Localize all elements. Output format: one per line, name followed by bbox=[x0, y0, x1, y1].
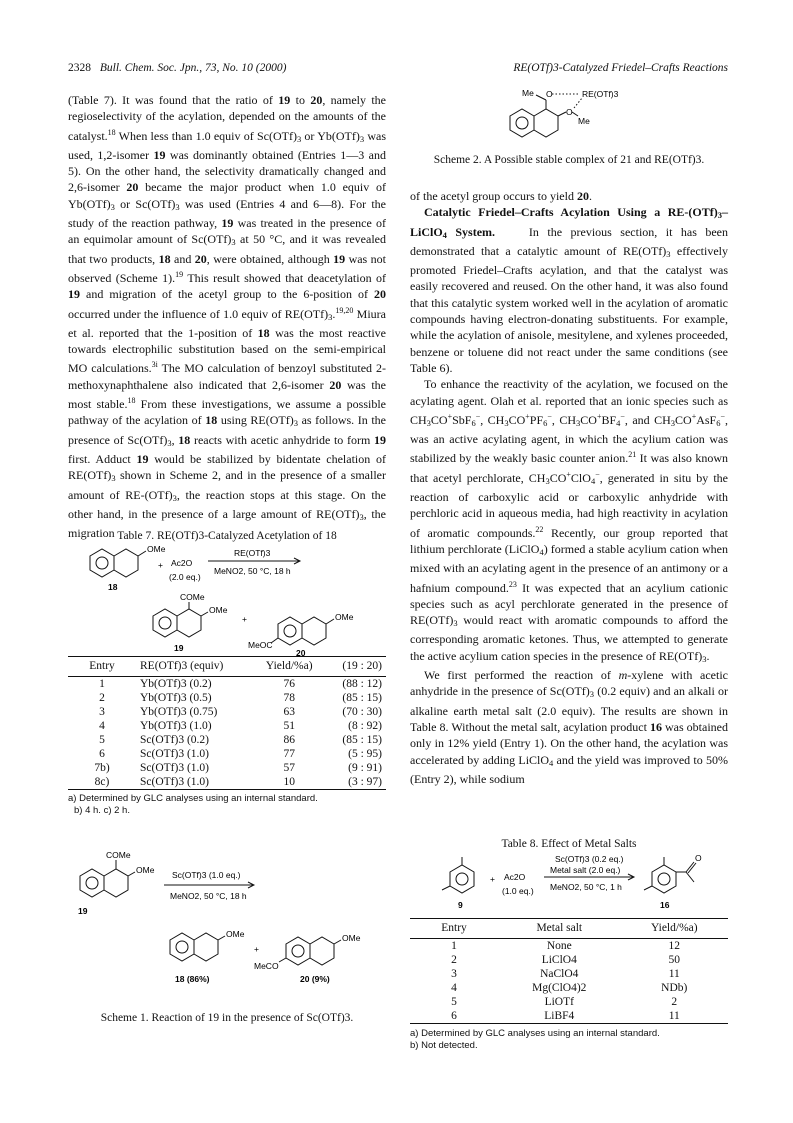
s1-start-label: 19 bbox=[78, 906, 88, 916]
table-row bbox=[68, 733, 386, 747]
cell-salt: LiBF4 bbox=[498, 1009, 621, 1024]
paragraph-migration-end: of the acetyl group occurs to yield 20. bbox=[410, 189, 592, 203]
cell-entry: 1 bbox=[99, 677, 105, 690]
cell-yield: 2 bbox=[671, 995, 678, 1008]
paragraph-acylium: To enhance the reactivity of the acylation, we focused on the acylating agent. Olah et al. reported that an ionic species such as $CH_3CO^+SbF_6^-$, $CH_3CO^+PF_6^-$, $CH_3CO^+BF_4^-$, and $CH_3CO^+AsF_6^-$, was an active acylating agent, in which the acylium cation was stabilized by the weakly basic counter anion.$^{21}$ It was also known that acetyl perchlorate, $CH_3CO^+ClO_4^-$, generated in situ by the reaction of carboxylic acid or carboxylic anhydride with perchloric acid in aqueous media, had high reactivity in acylation of aromatic compounds.$^{22}$ Recently, our group reported that lithium perchlorate (LiClO$_4$) formed a stable acylium cation when mixed with an acylating agent in the presence of an antimony or a hafnium compound.$^{23}$ It was expected that an acylium cationic species such as acyl perchlorate generated in the presence of $RE(OTf)_3$ would react with aromatic compounds to afford the corresponding aromatic ketones. Thus, we attempted to generate the active acylium cation species in the presence of $RE(OTf)_3$. bbox=[410, 377, 729, 664]
table-7 bbox=[68, 656, 386, 789]
s1-prod1-label: 18 (86%) bbox=[175, 974, 210, 984]
t7-prod2-label: 20 bbox=[296, 648, 306, 657]
t8-reagent: Ac2O bbox=[504, 872, 526, 883]
naphthalene-18-structure bbox=[90, 549, 146, 577]
cell-yield: 50 bbox=[668, 953, 681, 966]
t7-prod2-ome: OMe bbox=[335, 612, 354, 623]
table-7-caption: Table 7. RE(OTf)3-Catalyzed Acetylation of 18 bbox=[117, 530, 337, 542]
naphthalene-18-structure bbox=[170, 933, 225, 961]
t7-prod1-label: 19 bbox=[174, 643, 184, 654]
t7-catalyst: RE(OTf)3 bbox=[234, 548, 271, 559]
cell-ratio: (85 : 15) bbox=[342, 733, 382, 746]
table-7-block bbox=[68, 528, 386, 817]
naphthalene-19-structure bbox=[80, 860, 135, 897]
t8-start-label: 9 bbox=[458, 900, 463, 911]
table-row bbox=[410, 995, 728, 1009]
table-row bbox=[68, 775, 386, 790]
table-row bbox=[68, 761, 386, 775]
cell-salt: Mg(ClO4)2 bbox=[532, 981, 587, 994]
cell-salt: LiClO4 bbox=[541, 953, 577, 966]
cell-yield: NDb) bbox=[661, 981, 688, 994]
cell-entry: 2 bbox=[99, 691, 105, 704]
table-row bbox=[68, 705, 386, 719]
left-column-text bbox=[68, 92, 386, 541]
cell-salt: LiOTf bbox=[544, 995, 574, 1008]
cell-ratio: (9 : 91) bbox=[348, 761, 382, 774]
s1-start-ome: OMe bbox=[136, 865, 155, 875]
cell-entry: 7b) bbox=[94, 761, 110, 774]
t8-salt: Metal salt (2.0 eq.) bbox=[550, 865, 621, 876]
running-title: RE(OTf)3-Catalyzed Friedel–Crafts Reactions bbox=[513, 62, 728, 74]
table-8-reaction-scheme bbox=[410, 852, 728, 918]
cell-yield: 12 bbox=[668, 939, 681, 952]
t7-col-entry: Entry bbox=[68, 657, 136, 676]
cell-entry: 3 bbox=[99, 705, 105, 718]
cell-catalyst: Yb(OTf)3 (0.2) bbox=[140, 677, 212, 690]
cell-entry: 5 bbox=[99, 733, 105, 746]
scheme-1-block bbox=[68, 848, 386, 1026]
table-row bbox=[68, 676, 386, 691]
plus-sign: + bbox=[158, 560, 163, 571]
journal-citation: Bull. Chem. Soc. Jpn., 73, No. 10 (2000) bbox=[99, 62, 287, 74]
cell-ratio: (8 : 92) bbox=[348, 719, 382, 732]
t8-prod-o: O bbox=[695, 853, 702, 864]
table-8-block bbox=[410, 836, 728, 1052]
plus-sign: + bbox=[254, 944, 259, 954]
cell-catalyst: Sc(OTf)3 (1.0) bbox=[140, 761, 209, 774]
cell-yield: 57 bbox=[283, 761, 295, 774]
cell-entry: 5 bbox=[451, 995, 457, 1008]
cell-yield: 10 bbox=[254, 775, 325, 790]
scheme-2-block bbox=[410, 84, 728, 168]
t7-col-ratio: (19 : 20) bbox=[325, 657, 387, 676]
running-head-left bbox=[68, 62, 286, 74]
table-row bbox=[410, 981, 728, 995]
ketone-16-structure bbox=[644, 857, 696, 893]
t7-col-catalyst: RE(OTf)3 (equiv) bbox=[136, 657, 254, 676]
table-row bbox=[68, 719, 386, 733]
cell-catalyst: Yb(OTf)3 (0.5) bbox=[140, 691, 212, 704]
cell-yield: 76 bbox=[283, 677, 295, 690]
scheme-1-caption: Scheme 1. Reaction of 19 in the presence of Sc(OTf)3. bbox=[100, 1012, 354, 1024]
t7-prod1-ome: OMe bbox=[209, 605, 228, 616]
cell-entry: 8c) bbox=[68, 775, 136, 790]
cell-entry: 1 bbox=[451, 939, 457, 952]
t8-col-salt: Metal salt bbox=[498, 919, 621, 938]
cell-yield: 86 bbox=[283, 733, 295, 746]
table-8-footnote-a: a) Determined by GLC analyses using an internal standard. bbox=[410, 1027, 660, 1039]
right-column-text bbox=[410, 188, 728, 787]
cell-ratio: (5 : 95) bbox=[348, 747, 382, 760]
t7-reagent-eq: (2.0 eq.) bbox=[169, 572, 201, 583]
t7-prod1-come: COMe bbox=[180, 592, 205, 603]
t7-start-label: 18 bbox=[108, 582, 118, 593]
cell-yield: 63 bbox=[283, 705, 295, 718]
s1-prod2-ome: OMe bbox=[342, 933, 361, 943]
table-8-header-row bbox=[410, 919, 728, 938]
table-row bbox=[410, 938, 728, 953]
cell-ratio: (85 : 15) bbox=[342, 691, 382, 704]
page-number: 2328 bbox=[68, 62, 91, 74]
cell-salt: NaClO4 bbox=[540, 967, 579, 980]
table-7-header-row bbox=[68, 657, 386, 676]
paragraph-m-xylene: We first performed the reaction of m-xylene with acetic anhydride in the presence of $Sc(OTf)_3$ (0.2 equiv) and an alkali or alkaline earth metal salt (2.0 equiv). The results are shown in Table 8. Without the metal salt, acylation product 16 was obtained only in 12% yield (Entry 1). On the other hand, the acylation was accelerated by adding LiClO$_4$ and the yield was improved to 50% (Entry 2), while sodium bbox=[410, 668, 729, 786]
t8-col-yield: Yield/%a) bbox=[621, 919, 728, 938]
cell-entry: 3 bbox=[451, 967, 457, 980]
cell-yield: 78 bbox=[283, 691, 295, 704]
s1-prod2-label: 20 (9%) bbox=[300, 974, 330, 984]
t8-prod-label: 16 bbox=[660, 900, 670, 911]
plus-sign-2: + bbox=[242, 614, 247, 625]
m-xylene-9-structure bbox=[442, 857, 474, 893]
cell-catalyst: Yb(OTf)3 (0.75) bbox=[140, 705, 218, 718]
s1-prod1-ome: OMe bbox=[226, 929, 245, 939]
cell-yield: 51 bbox=[283, 719, 295, 732]
naphthalene-20-structure bbox=[279, 937, 341, 965]
paragraph-catalytic-acylation: Catalytic Friedel–Crafts Acylation Using a $RE-(OTf)_3-LiClO_4$ System. In the previous section, it has been demonstrated that a catalytic amount of $RE(OTf)_3$ effectively promoted Friedel–Crafts acylation, and that the catalyst was easily recovered and reused. On the other hand, it was also found that this catalytic system worked well in the acylation of aromatic compounds having electron-donating substituents. For example, while the acylation of anisole, mesitylene, and xylenes proceeded, benzene or toluene did not react under the same conditions (see Table 6). bbox=[410, 205, 728, 375]
table-row bbox=[410, 1009, 728, 1024]
s2-o-top: O bbox=[546, 89, 553, 99]
t8-catalyst: Sc(OTf)3 (0.2 eq.) bbox=[555, 854, 624, 865]
cell-entry: 4 bbox=[99, 719, 105, 732]
table-8-caption: Table 8. Effect of Metal Salts bbox=[501, 838, 637, 850]
s1-start-come: COMe bbox=[106, 850, 131, 860]
cell-ratio: (88 : 12) bbox=[342, 677, 382, 690]
s1-conditions: MeNO2, 50 °C, 18 h bbox=[170, 891, 247, 901]
table-8 bbox=[410, 918, 728, 1023]
cell-ratio: (70 : 30) bbox=[342, 705, 382, 718]
plus-sign: + bbox=[490, 874, 495, 885]
table-row bbox=[410, 953, 728, 967]
cell-catalyst: Sc(OTf)3 (1.0) bbox=[140, 747, 209, 760]
cell-entry: 2 bbox=[451, 953, 457, 966]
section-heading: Catalytic Friedel–Crafts Acylation Using a $RE-(OTf)_3-LiClO_4$ System. bbox=[410, 205, 728, 240]
s2-o-side: O bbox=[566, 107, 573, 117]
t7-reagent: Ac2O bbox=[171, 558, 193, 569]
s1-reagent: Sc(OTf)3 (1.0 eq.) bbox=[172, 870, 241, 880]
cell-yield: 11 bbox=[668, 967, 680, 980]
cell-yield: 11 bbox=[621, 1009, 728, 1024]
cell-yield: 77 bbox=[283, 747, 295, 760]
table-7-reaction-scheme bbox=[68, 544, 386, 656]
table-7-footnote-bc: b) 4 h. c) 2 h. bbox=[74, 804, 130, 816]
t8-reagent-eq: (1.0 eq.) bbox=[502, 886, 534, 897]
s2-complex-label: RE(OTf)3 bbox=[582, 89, 619, 99]
cell-catalyst: Yb(OTf)3 (1.0) bbox=[140, 719, 212, 732]
table-row bbox=[410, 967, 728, 981]
paragraph-regioselectivity: (Table 7). It was found that the ratio of 19 to 20, namely the regioselectivity of the acylation, depended on the amounts of the catalyst.$^{18}$ When less than 1.0 equiv of $Sc(OTf)_3$ or $Yb(OTf)_3$ was used, 1,2-isomer 19 was dominantly obtained (Entries 1—3 and 5). On the other hand, the selectivity dramatically changed and 2,6-isomer 20 became the major product when 1.0 equiv of $Yb(OTf)_3$ or $Sc(OTf)_3$ was used (Entries 4 and 6—8). For the study of the reaction pathway, 19 was treated in the presence of an equimolar amount of $Sc(OTf)_3$ at 50 °C, and it was revealed that two products, 18 and 20, were obtained, although 19 was not observed (Scheme 1).$^{19}$ This result showed that deacetylation of 19 and migration of the acetyl group to the 6-position of 20 occurred under the influence of 1.0 equiv of $RE(OTf)_3.^{19,20}$ Miura et al. reported that the 1-position of 18 was the most reactive towards electrophilic substitution based on the semi-empirical MO calculations.$^{3i}$ The MO calculation of benzoyl substituted 2-methoxynaphthalene also indicated that 2,6-isomer 20 was the most stable.$^{18}$ From these investigations, we assume a possible pathway of the acylation of 18 using $RE(OTf)_3$ as follows. In the presence of $Sc(OTf)_3$, 18 reacts with acetic anhydride to form 19 first. Adduct 19 would be stabilized by bidentate chelation of $RE(OTf)_3$ shown in Scheme 2, and in the presence of a smaller amount of $RE-(OTf)_3$, the reaction stops at this stage. On the other hand, in the presence of a large amount of $RE(OTf)_3$, the migration bbox=[68, 93, 387, 541]
cell-catalyst: Sc(OTf)3 (0.2) bbox=[140, 733, 209, 746]
s2-me-side: Me bbox=[578, 116, 590, 126]
cell-ratio: (3 : 97) bbox=[325, 775, 387, 790]
s2-me-top: Me bbox=[522, 88, 534, 98]
table-7-footnote-a: a) Determined by GLC analyses using an internal standard. bbox=[68, 792, 318, 804]
cell-catalyst: Sc(OTf)3 (1.0) bbox=[136, 775, 254, 790]
table-8-footnote-b: b) Not detected. bbox=[410, 1039, 478, 1051]
s1-prod2-meco: MeCO bbox=[254, 961, 279, 971]
table-row bbox=[68, 691, 386, 705]
running-head bbox=[68, 62, 728, 74]
table-row bbox=[68, 747, 386, 761]
t8-conditions: MeNO2, 50 °C, 1 h bbox=[550, 882, 622, 893]
naphthalene-19-structure bbox=[153, 602, 208, 637]
t7-prod2-meoc: MeOC bbox=[248, 640, 273, 651]
t8-col-entry: Entry bbox=[410, 919, 498, 938]
cell-salt: None bbox=[546, 939, 572, 952]
scheme-2-caption: Scheme 2. A Possible stable complex of 21 and RE(OTf)3. bbox=[433, 154, 705, 166]
cell-entry: 6 bbox=[99, 747, 105, 760]
t7-start-ome: OMe bbox=[147, 544, 166, 555]
cell-entry: 6 bbox=[410, 1009, 498, 1024]
cell-entry: 4 bbox=[451, 981, 457, 994]
scheme-2-diagram bbox=[410, 84, 728, 146]
t7-col-yield: Yield/%a) bbox=[254, 657, 325, 676]
naphthalene-20-structure bbox=[271, 617, 334, 645]
t7-conditions: MeNO2, 50 °C, 18 h bbox=[214, 566, 291, 577]
scheme-1-diagram bbox=[68, 848, 386, 1008]
